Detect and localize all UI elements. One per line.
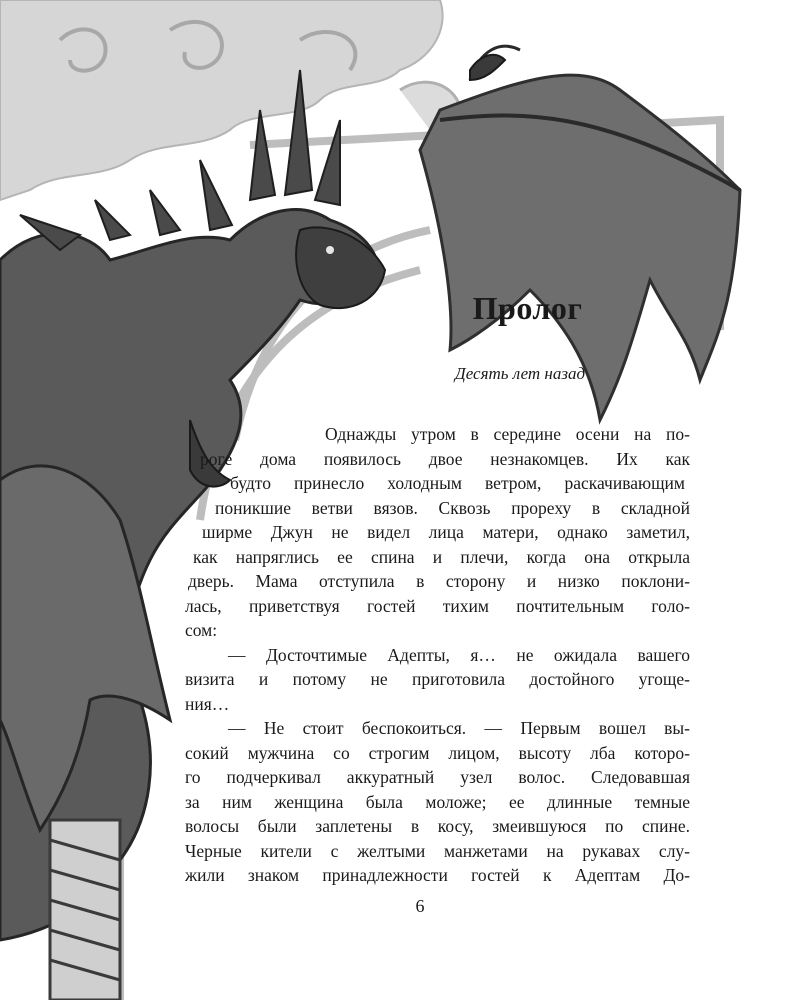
- text-line: визита и потому не приготовила достойного угоще-: [185, 669, 690, 689]
- chapter-subtitle: Десять лет назад: [454, 364, 586, 383]
- smoke-swirls: [0, 0, 462, 200]
- rope-post: [50, 820, 120, 1000]
- text-line: лась, приветствуя гостей тихим почтительным голо-: [185, 596, 690, 616]
- page-number: 6: [415, 896, 425, 916]
- text-line: сокий мужчина со строгим лицом, высоту лба которо-: [185, 743, 690, 763]
- text-line: как напряглись ее спина и плечи, когда она открыла: [193, 547, 690, 567]
- text-line: жили знаком принадлежности гостей к Адептам До-: [185, 865, 690, 885]
- text-line: ния…: [185, 694, 230, 714]
- text-line: Однажды утром в середине осени на по-: [325, 424, 690, 444]
- text-line: — Досточтимые Адепты, я… не ожидала вашего: [228, 645, 690, 665]
- text-line: роге дома появилось двое незнакомцев. Их как: [200, 449, 690, 469]
- text-line: дверь. Мама отступила в сторону и низко поклони-: [188, 571, 690, 591]
- text-line: поникшие ветви вязов. Сквозь прореху в складной: [215, 498, 690, 518]
- text-line: сом:: [185, 620, 218, 640]
- text-line: будто принесло холодным ветром, раскачивающим: [230, 473, 685, 493]
- chapter-title: Пролог: [472, 290, 583, 326]
- text-line: Черные кители с желтыми манжетами на рукавах слу-: [185, 841, 690, 861]
- text-line: ширме Джун не видел лица матери, однако заметил,: [202, 522, 690, 542]
- text-line: волосы были заплетены в косу, змеившуюся по спине.: [185, 816, 690, 836]
- text-line: за ним женщина была моложе; ее длинные темные: [185, 792, 690, 812]
- text-line: — Не стоит беспокоиться. — Первым вошел вы-: [228, 718, 690, 738]
- text-line: го подчеркивал аккуратный узел волос. Следовавшая: [185, 767, 690, 787]
